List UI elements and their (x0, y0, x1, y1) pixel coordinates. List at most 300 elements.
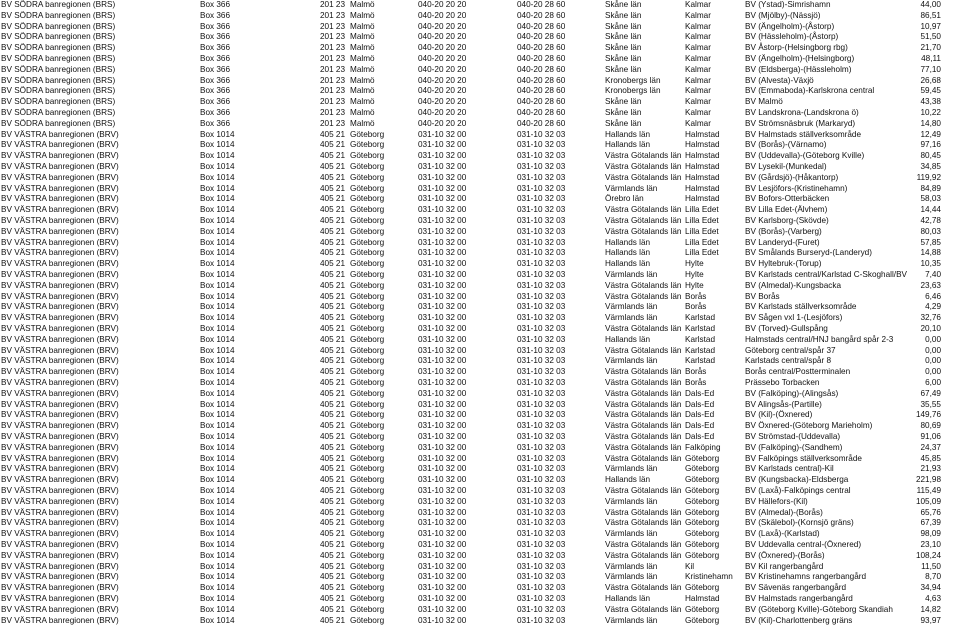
cell-length: 14,88 (920, 248, 941, 258)
cell-depot: Kalmar (685, 10, 711, 20)
cell-fax: 031-10 32 03 (517, 151, 566, 161)
cell-fax: 031-10 32 03 (517, 324, 566, 333)
cell-phone: 031-10 32 00 (418, 529, 467, 539)
cell-fax: 031-10 32 03 (517, 270, 566, 279)
cell-county: Värmlands län (605, 496, 658, 506)
cell-postcode: 405 21 (320, 280, 346, 290)
cell-city: Göteborg (350, 540, 385, 549)
cell-postcode: 405 21 (320, 442, 346, 452)
cell-region: BV VÄSTRA banregionen (BRV) (1, 540, 119, 549)
cell-county: Värmlands län (605, 313, 658, 323)
cell-length: 4,63 (925, 594, 941, 603)
cell-region: BV VÄSTRA banregionen (BRV) (1, 194, 119, 204)
cell-box: Box 1014 (200, 237, 235, 247)
cell-postcode: 405 21 (320, 172, 346, 182)
cell-city: Göteborg (350, 259, 385, 269)
cell-length: 20,10 (920, 324, 941, 333)
cell-box: Box 1014 (200, 594, 235, 603)
cell-postcode: 405 21 (320, 226, 346, 236)
cell-county: Västra Götalands län (605, 345, 682, 355)
cell-box: Box 1014 (200, 205, 235, 215)
table-row (0, 432, 960, 443)
cell-fax: 031-10 32 03 (517, 280, 566, 290)
cell-phone: 031-10 32 00 (418, 356, 467, 366)
cell-depot: Karlstad (685, 324, 716, 333)
cell-postcode: 201 23 (320, 118, 346, 128)
cell-phone: 031-10 32 00 (418, 367, 467, 377)
cell-postcode: 405 21 (320, 475, 346, 485)
cell-length: 115,49 (916, 486, 941, 495)
cell-city: Göteborg (350, 475, 385, 485)
cell-length: 34,94 (920, 583, 941, 593)
cell-region: BV VÄSTRA banregionen (BRV) (1, 356, 119, 366)
cell-phone: 031-10 32 00 (418, 410, 467, 420)
cell-city: Göteborg (350, 129, 385, 139)
table-row (0, 367, 960, 378)
cell-postcode: 201 23 (320, 54, 346, 63)
cell-city: Göteborg (350, 550, 385, 560)
cell-city: Göteborg (350, 205, 385, 215)
cell-postcode: 405 21 (320, 129, 346, 139)
cell-depot: Halmstad (685, 129, 720, 139)
cell-county: Västra Götalands län (605, 367, 682, 377)
cell-phone: 040-20 20 20 (418, 54, 467, 63)
cell-track-section: BV (Almedal)-(Borås) (745, 507, 823, 517)
cell-phone: 031-10 32 00 (418, 475, 467, 485)
cell-depot: Karlstad (685, 356, 716, 366)
cell-phone: 040-20 20 20 (418, 21, 467, 31)
cell-phone: 031-10 32 00 (418, 486, 467, 495)
cell-box: Box 1014 (200, 432, 235, 441)
cell-depot: Falköping (685, 442, 721, 452)
cell-fax: 031-10 32 03 (517, 388, 566, 398)
cell-depot: Hylte (685, 270, 704, 279)
cell-postcode: 405 21 (320, 583, 346, 593)
cell-region: BV VÄSTRA banregionen (BRV) (1, 561, 119, 571)
cell-box: Box 1014 (200, 216, 235, 225)
cell-county: Hallands län (605, 248, 651, 258)
cell-region: BV VÄSTRA banregionen (BRV) (1, 345, 119, 355)
cell-county: Hallands län (605, 334, 651, 344)
cell-track-section: BV (Falköping)-(Sandhem) (745, 442, 843, 452)
cell-track-section: BV (Ängelholm)-(Åstorp) (745, 21, 835, 31)
cell-box: Box 1014 (200, 313, 235, 323)
cell-length: 0,00 (925, 356, 941, 366)
cell-city: Malmö (350, 54, 375, 63)
cell-fax: 040-20 28 60 (517, 108, 566, 117)
cell-county: Västra Götalands län (605, 453, 682, 463)
cell-city: Malmö (350, 0, 375, 9)
cell-county: Örebro län (605, 194, 644, 204)
cell-postcode: 405 21 (320, 313, 346, 323)
cell-track-section: BV Hällefors-(Kil) (745, 496, 808, 506)
cell-fax: 031-10 32 03 (517, 216, 566, 225)
cell-fax: 031-10 32 03 (517, 453, 566, 463)
cell-postcode: 405 21 (320, 248, 346, 258)
cell-depot: Dals-Ed (685, 399, 715, 409)
cell-track-section: BV Halmstads ställverksområde (745, 129, 862, 139)
cell-depot: Göteborg (685, 529, 720, 539)
cell-region: BV VÄSTRA banregionen (BRV) (1, 486, 119, 495)
cell-postcode: 405 21 (320, 399, 346, 409)
cell-length: 91,06 (920, 432, 941, 441)
cell-county: Västra Götalands län (605, 291, 682, 301)
cell-box: Box 366 (200, 86, 231, 96)
cell-region: BV SÖDRA banregionen (BRS) (1, 86, 116, 96)
cell-region: BV VÄSTRA banregionen (BRV) (1, 529, 119, 539)
cell-region: BV VÄSTRA banregionen (BRV) (1, 604, 119, 614)
cell-depot: Göteborg (685, 507, 720, 517)
cell-region: BV VÄSTRA banregionen (BRV) (1, 183, 119, 193)
cell-box: Box 1014 (200, 518, 235, 528)
table-row (0, 464, 960, 475)
table-row (0, 65, 960, 76)
cell-box: Box 1014 (200, 248, 235, 258)
cell-phone: 031-10 32 00 (418, 604, 467, 614)
cell-region: BV VÄSTRA banregionen (BRV) (1, 453, 119, 463)
cell-postcode: 405 21 (320, 378, 346, 387)
cell-box: Box 366 (200, 43, 231, 53)
cell-box: Box 1014 (200, 345, 235, 355)
table-row (0, 97, 960, 108)
cell-length: 65,76 (920, 507, 941, 517)
table-row (0, 216, 960, 227)
cell-depot: Kalmar (685, 108, 711, 117)
table-row (0, 130, 960, 141)
cell-track-section: BV (Mjölby)-(Nässjö) (745, 10, 821, 20)
cell-length: 48,11 (921, 54, 941, 63)
cell-box: Box 1014 (200, 140, 235, 150)
cell-length: 32,76 (920, 313, 941, 323)
cell-phone: 031-10 32 00 (418, 194, 467, 204)
cell-city: Malmö (350, 10, 375, 20)
cell-region: BV SÖDRA banregionen (BRS) (1, 54, 116, 63)
cell-box: Box 1014 (200, 496, 235, 506)
cell-phone: 031-10 32 00 (418, 162, 467, 171)
cell-phone: 040-20 20 20 (418, 10, 467, 20)
cell-city: Malmö (350, 97, 375, 107)
cell-region: BV VÄSTRA banregionen (BRV) (1, 388, 119, 398)
cell-track-section: BV (Emmaboda)-Karlskrona central (745, 86, 875, 96)
cell-length: 97,16 (920, 140, 941, 150)
cell-postcode: 405 21 (320, 572, 346, 582)
cell-depot: Kalmar (685, 86, 711, 96)
table-row (0, 184, 960, 195)
table-row (0, 11, 960, 22)
cell-length: 43,38 (920, 97, 941, 107)
cell-fax: 040-20 28 60 (517, 118, 566, 128)
cell-city: Göteborg (350, 464, 385, 474)
cell-city: Göteborg (350, 291, 385, 301)
cell-depot: Karlstad (685, 345, 716, 355)
cell-track-section: BV Öxnered-(Göteborg Marieholm) (745, 421, 873, 431)
cell-track-section: BV Strömsnäsbruk (Markaryd) (745, 118, 856, 128)
cell-fax: 040-20 28 60 (517, 54, 566, 63)
cell-city: Göteborg (350, 334, 385, 344)
cell-region: BV VÄSTRA banregionen (BRV) (1, 550, 119, 560)
cell-length: 14,80 (920, 118, 941, 128)
cell-phone: 031-10 32 00 (418, 518, 467, 528)
cell-depot: Göteborg (685, 475, 720, 485)
cell-fax: 031-10 32 03 (517, 475, 566, 485)
cell-fax: 031-10 32 03 (517, 183, 566, 193)
table-row (0, 227, 960, 238)
cell-postcode: 405 21 (320, 334, 346, 344)
cell-depot: Kalmar (685, 54, 711, 63)
cell-phone: 031-10 32 00 (418, 291, 467, 301)
cell-depot: Lilla Edet (685, 205, 719, 215)
cell-box: Box 1014 (200, 226, 235, 236)
cell-depot: Kalmar (685, 64, 711, 74)
cell-box: Box 1014 (200, 259, 235, 269)
cell-county: Värmlands län (605, 572, 658, 582)
cell-depot: Borås (685, 367, 707, 377)
cell-region: BV VÄSTRA banregionen (BRV) (1, 216, 119, 225)
cell-county: Västra Götalands län (605, 583, 682, 593)
cell-track-section: Borås central/Postterminalen (745, 367, 851, 377)
cell-city: Göteborg (350, 604, 385, 614)
cell-depot: Halmstad (685, 194, 720, 204)
cell-box: Box 1014 (200, 388, 235, 398)
cell-length: 44,00 (920, 0, 941, 9)
cell-fax: 031-10 32 03 (517, 194, 566, 204)
cell-postcode: 201 23 (320, 10, 346, 20)
cell-depot: Kalmar (685, 97, 711, 107)
cell-length: 24,37 (920, 442, 941, 452)
cell-depot: Dals-Ed (685, 410, 715, 420)
cell-fax: 031-10 32 03 (517, 378, 566, 387)
cell-depot: Karlstad (685, 334, 716, 344)
table-row (0, 551, 960, 562)
cell-county: Hallands län (605, 129, 651, 139)
cell-postcode: 405 21 (320, 615, 346, 625)
cell-box: Box 1014 (200, 151, 235, 161)
cell-city: Göteborg (350, 496, 385, 506)
cell-fax: 031-10 32 03 (517, 345, 566, 355)
cell-depot: Hylte (685, 280, 704, 290)
cell-city: Göteborg (350, 572, 385, 582)
cell-box: Box 1014 (200, 280, 235, 290)
cell-length: 4,29 (925, 302, 941, 312)
table-row (0, 421, 960, 432)
cell-city: Göteborg (350, 237, 385, 247)
cell-region: BV VÄSTRA banregionen (BRV) (1, 615, 119, 625)
table-row (0, 259, 960, 270)
cell-city: Malmö (350, 43, 375, 53)
cell-length: 11,50 (921, 561, 941, 571)
cell-city: Göteborg (350, 151, 385, 161)
cell-postcode: 405 21 (320, 162, 346, 171)
cell-phone: 040-20 20 20 (418, 64, 467, 74)
cell-postcode: 405 21 (320, 421, 346, 431)
cell-city: Göteborg (350, 172, 385, 182)
cell-region: BV VÄSTRA banregionen (BRV) (1, 410, 119, 420)
cell-length: 26,68 (920, 75, 941, 85)
cell-region: BV VÄSTRA banregionen (BRV) (1, 432, 119, 441)
cell-box: Box 366 (200, 0, 231, 9)
cell-track-section: BV Landeryd-(Furet) (745, 237, 820, 247)
cell-depot: Kalmar (685, 32, 711, 42)
cell-county: Västra Götalands län (605, 226, 682, 236)
table-row (0, 454, 960, 465)
cell-fax: 031-10 32 03 (517, 583, 566, 593)
cell-track-section: BV (Borås)-(Varberg) (745, 226, 822, 236)
cell-region: BV SÖDRA banregionen (BRS) (1, 10, 116, 20)
cell-city: Göteborg (350, 313, 385, 323)
cell-region: BV VÄSTRA banregionen (BRV) (1, 399, 119, 409)
cell-fax: 031-10 32 03 (517, 172, 566, 182)
cell-phone: 040-20 20 20 (418, 97, 467, 107)
cell-city: Göteborg (350, 442, 385, 452)
cell-fax: 031-10 32 03 (517, 432, 566, 441)
cell-region: BV VÄSTRA banregionen (BRV) (1, 518, 119, 528)
cell-phone: 031-10 32 00 (418, 540, 467, 549)
cell-depot: Göteborg (685, 496, 720, 506)
cell-county: Hallands län (605, 259, 651, 269)
cell-track-section: Prässebo Torbacken (745, 378, 820, 387)
cell-city: Göteborg (350, 302, 385, 312)
cell-length: 42,78 (920, 216, 941, 225)
cell-track-section: BV (Falköping)-(Alingsås) (745, 388, 839, 398)
cell-city: Göteborg (350, 345, 385, 355)
table-row (0, 22, 960, 33)
cell-track-section: BV (Eldsberga)-(Hässleholm) (745, 64, 852, 74)
cell-county: Värmlands län (605, 356, 658, 366)
cell-box: Box 1014 (200, 550, 235, 560)
cell-county: Västra Götalands län (605, 388, 682, 398)
cell-county: Västra Götalands län (605, 205, 682, 215)
cell-region: BV VÄSTRA banregionen (BRV) (1, 496, 119, 506)
cell-depot: Lilla Edet (685, 226, 719, 236)
cell-region: BV VÄSTRA banregionen (BRV) (1, 291, 119, 301)
cell-track-section: BV (Laxå)-Falköpings central (745, 486, 851, 495)
cell-track-section: BV (Öxnered)-(Borås) (745, 550, 825, 560)
cell-region: BV VÄSTRA banregionen (BRV) (1, 172, 119, 182)
cell-postcode: 405 21 (320, 529, 346, 539)
cell-postcode: 405 21 (320, 151, 346, 161)
cell-city: Göteborg (350, 399, 385, 409)
cell-postcode: 405 21 (320, 291, 346, 301)
cell-fax: 031-10 32 03 (517, 550, 566, 560)
cell-fax: 031-10 32 03 (517, 518, 566, 528)
cell-depot: Karlstad (685, 313, 716, 323)
cell-region: BV SÖDRA banregionen (BRS) (1, 64, 116, 74)
cell-fax: 031-10 32 03 (517, 540, 566, 549)
cell-phone: 031-10 32 00 (418, 507, 467, 517)
cell-depot: Borås (685, 378, 707, 387)
cell-length: 21,93 (920, 464, 941, 474)
cell-depot: Halmstad (685, 162, 720, 171)
cell-box: Box 1014 (200, 486, 235, 495)
cell-city: Göteborg (350, 615, 385, 625)
cell-box: Box 1014 (200, 540, 235, 549)
table-row (0, 378, 960, 389)
cell-city: Göteborg (350, 162, 385, 171)
cell-track-section: BV (Kil)-Charlottenberg gräns (745, 615, 853, 625)
cell-track-section: Göteborg central/spår 37 (745, 345, 836, 355)
cell-city: Malmö (350, 86, 375, 96)
cell-length: 10,35 (920, 259, 941, 269)
cell-length: 23,63 (920, 280, 941, 290)
cell-county: Värmlands län (605, 561, 658, 571)
cell-length: 119,92 (916, 172, 941, 182)
cell-phone: 040-20 20 20 (418, 0, 467, 9)
cell-region: BV SÖDRA banregionen (BRS) (1, 108, 116, 117)
cell-length: 221,98 (915, 475, 941, 485)
cell-county: Skåne län (605, 97, 642, 107)
cell-track-section: BV Karlstads central)-Kil (745, 464, 834, 474)
cell-postcode: 201 23 (320, 97, 346, 107)
cell-fax: 031-10 32 03 (517, 561, 566, 571)
cell-box: Box 1014 (200, 464, 235, 474)
cell-fax: 031-10 32 03 (517, 615, 566, 625)
cell-county: Västra Götalands län (605, 550, 682, 560)
cell-county: Värmlands län (605, 270, 658, 279)
cell-postcode: 405 21 (320, 324, 346, 333)
cell-track-section: BV (Borås)-(Värnamo) (745, 140, 827, 150)
cell-track-section: BV (Kil)-(Öxnered) (745, 410, 813, 420)
table-row (0, 572, 960, 583)
table-row (0, 108, 960, 119)
cell-depot: Göteborg (685, 583, 720, 593)
cell-phone: 031-10 32 00 (418, 464, 467, 474)
cell-length: 80,03 (920, 226, 941, 236)
cell-length: 80,69 (920, 421, 941, 431)
cell-region: BV SÖDRA banregionen (BRS) (1, 118, 116, 128)
table-row (0, 346, 960, 357)
cell-phone: 031-10 32 00 (418, 324, 467, 333)
cell-track-section: Karlstads central/spår 8 (745, 356, 832, 366)
cell-depot: Dals-Ed (685, 421, 715, 431)
table-row (0, 594, 960, 605)
cell-county: Västra Götalands län (605, 216, 682, 225)
cell-box: Box 1014 (200, 583, 235, 593)
cell-city: Malmö (350, 21, 375, 31)
table-row (0, 324, 960, 335)
cell-fax: 031-10 32 03 (517, 604, 566, 614)
cell-length: 0,00 (925, 367, 941, 377)
cell-track-section: BV Halmstads rangerbangård (745, 594, 853, 603)
cell-region: BV SÖDRA banregionen (BRS) (1, 0, 116, 9)
cell-city: Göteborg (350, 561, 385, 571)
cell-phone: 031-10 32 00 (418, 572, 467, 582)
cell-region: BV SÖDRA banregionen (BRS) (1, 32, 116, 42)
cell-fax: 031-10 32 03 (517, 248, 566, 258)
cell-fax: 031-10 32 03 (517, 313, 566, 323)
cell-track-section: BV Karlsborg-(Skövde) (745, 216, 829, 225)
cell-depot: Halmstad (685, 183, 720, 193)
table-row (0, 356, 960, 367)
cell-length: 8,70 (925, 572, 941, 582)
cell-track-section: BV Karlstads ställverksområde (745, 302, 857, 312)
cell-track-section: BV Landskrona-(Landskrona ö) (745, 108, 859, 117)
cell-fax: 031-10 32 03 (517, 162, 566, 171)
cell-depot: Borås (685, 302, 707, 312)
cell-postcode: 405 21 (320, 140, 346, 150)
cell-box: Box 1014 (200, 162, 235, 171)
cell-box: Box 1014 (200, 183, 235, 193)
cell-phone: 031-10 32 00 (418, 421, 467, 431)
cell-phone: 031-10 32 00 (418, 345, 467, 355)
cell-county: Västra Götalands län (605, 604, 682, 614)
cell-track-section: BV (Kungsbacka)-Eldsberga (745, 475, 849, 485)
cell-length: 10,97 (920, 21, 941, 31)
cell-postcode: 201 23 (320, 43, 346, 53)
cell-fax: 031-10 32 03 (517, 140, 566, 150)
cell-phone: 031-10 32 00 (418, 388, 467, 398)
cell-region: BV VÄSTRA banregionen (BRV) (1, 378, 119, 387)
cell-city: Malmö (350, 64, 375, 74)
